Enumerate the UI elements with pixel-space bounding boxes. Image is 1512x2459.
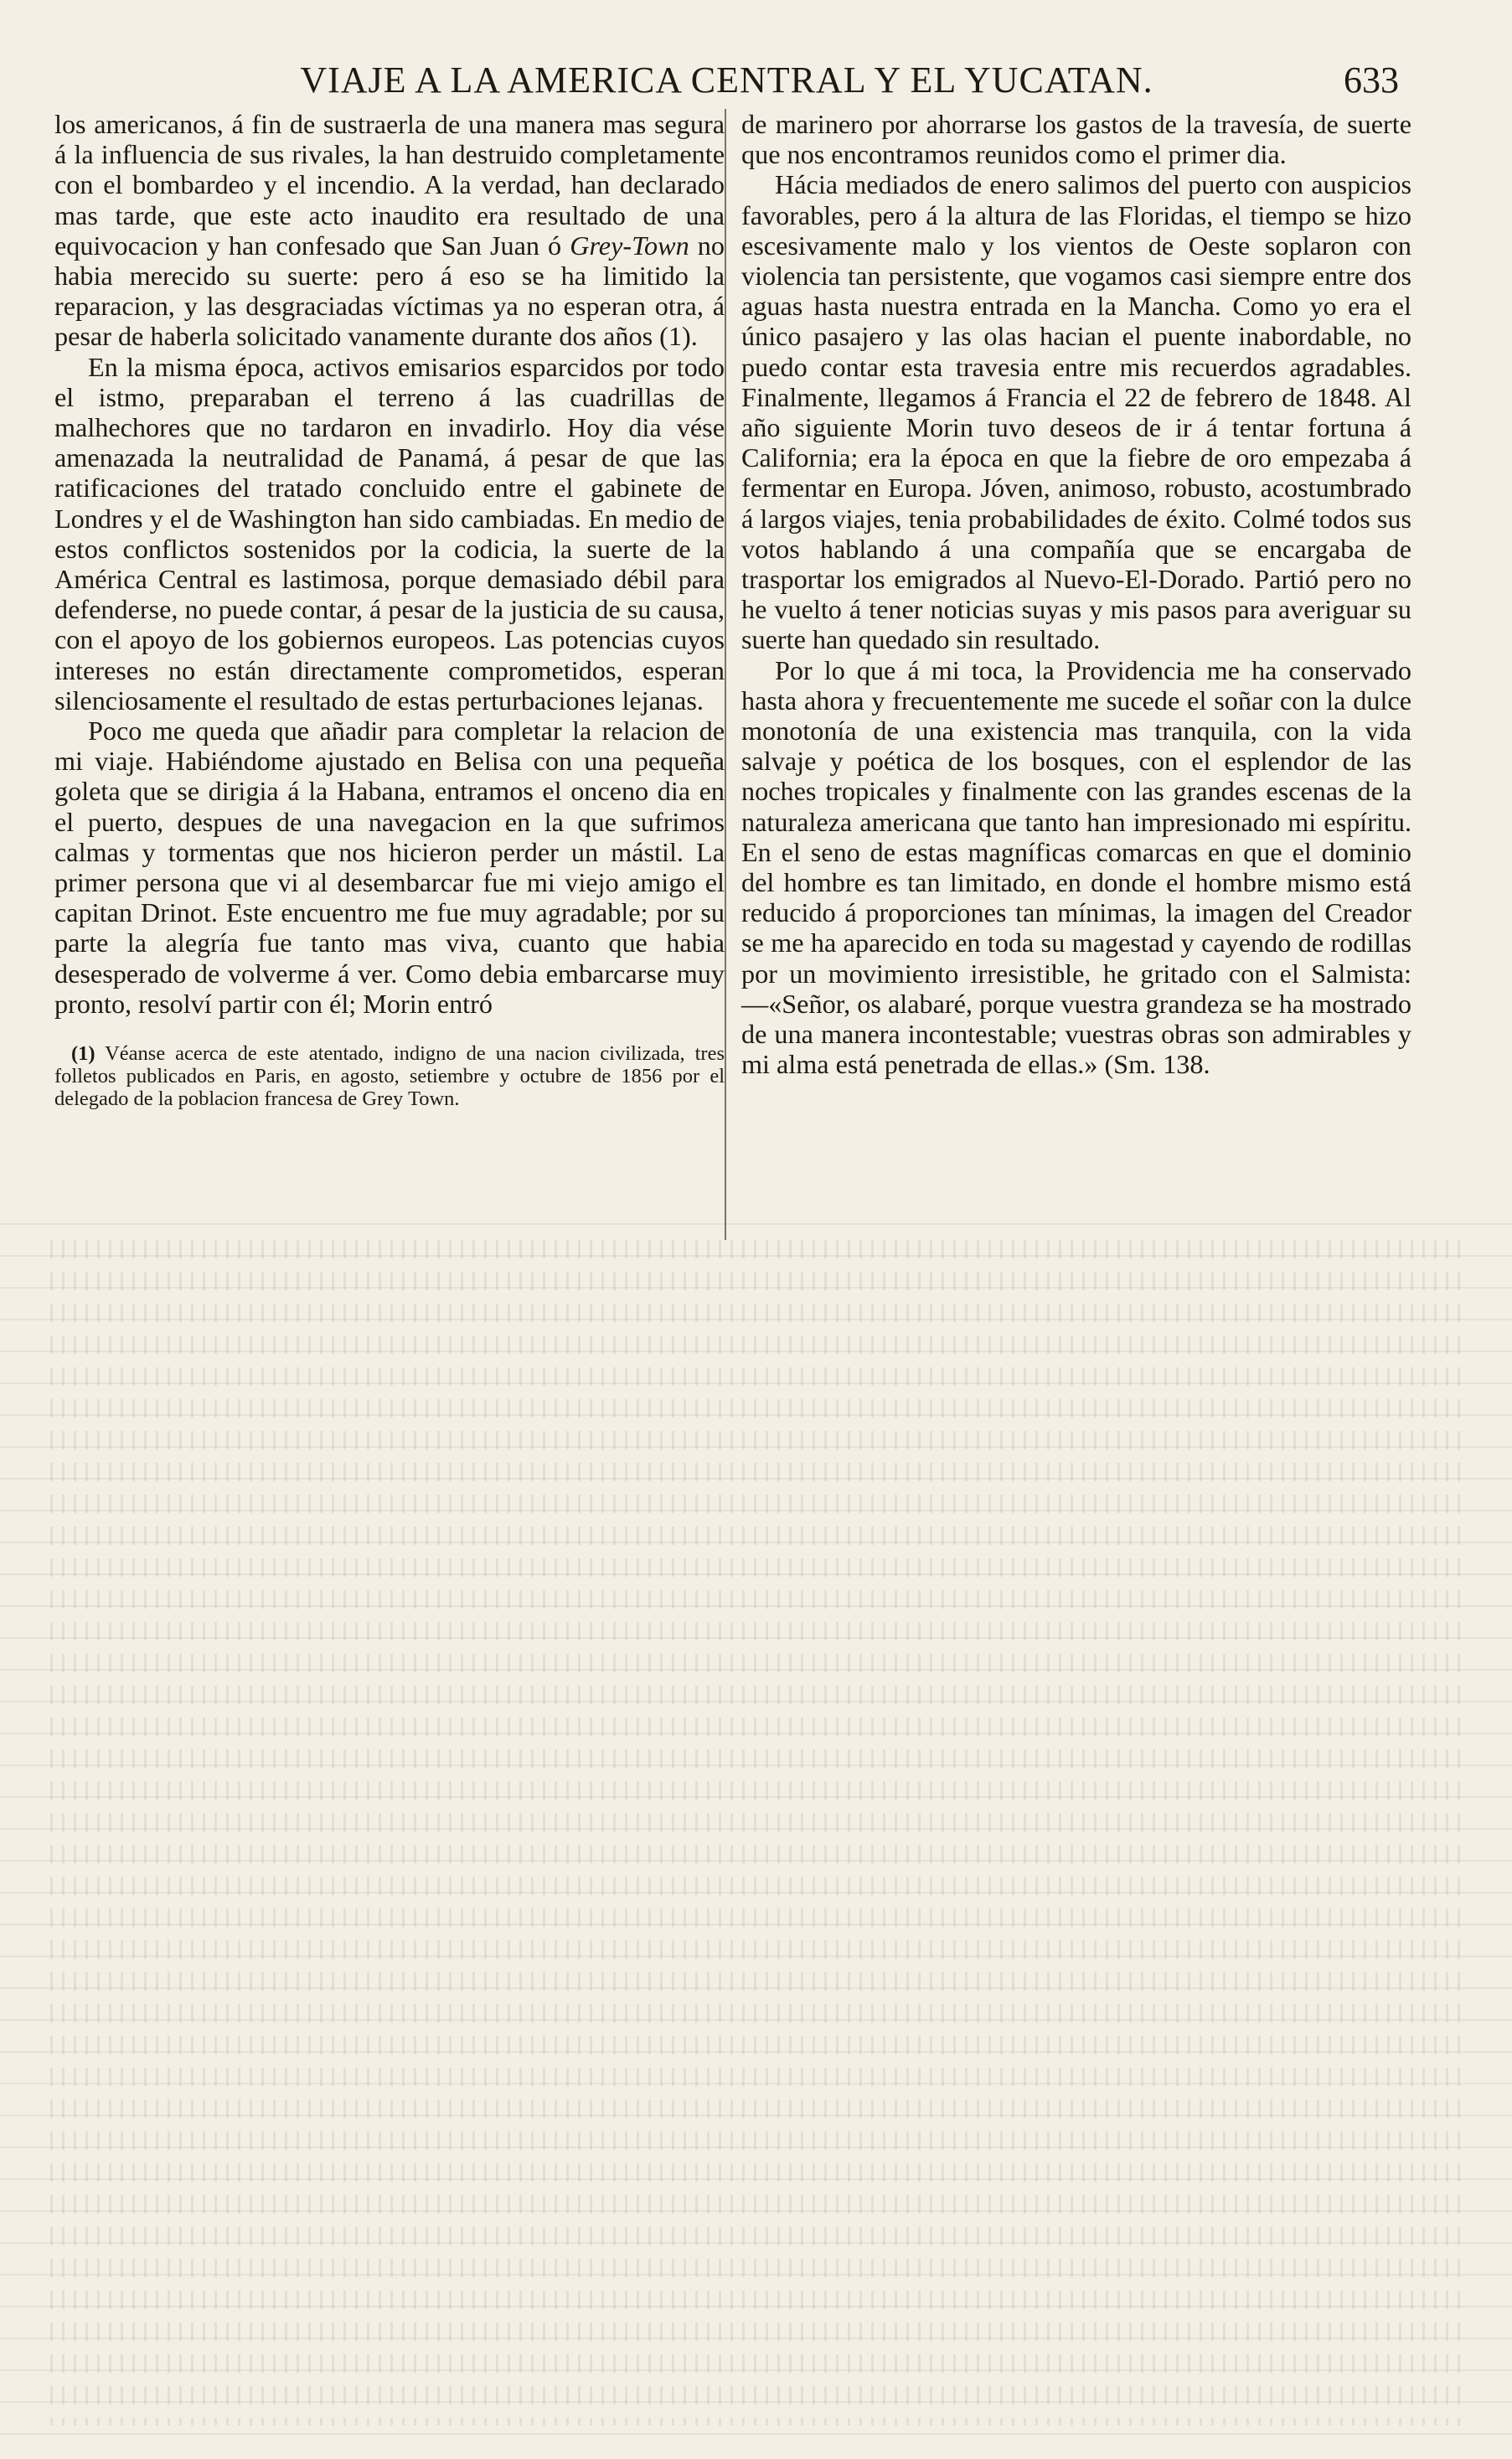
running-title: VIAJE A LA AMERICA CENTRAL Y EL YUCATAN.	[300, 59, 1153, 101]
paragraph: Poco me queda que añadir para completar la relacion de mi viaje. Habiéndome ajustado en Belisa con una pequeña goleta que se dirigia á la Habana, entramos el onceno dia en el puerto, despues de una navegacion en la que sufrimos calmas y tormentas que nos hicieron perder un mástil. La primer persona que vi al desembarcar fue mi viejo amigo el capitan Drinot. Este encuentro me fue muy agradable; por su parte la alegría fue tanto mas viva, cuanto que habia desesperado de volverme á ver. Como debia embarcarse muy pronto, resolví partir con él; Morin entró	[54, 715, 725, 1019]
show-through-area	[0, 1223, 1512, 2459]
paragraph: Hácia mediados de enero salimos del puerto con auspicios favorables, pero á la altura de las Floridas, el tiempo se hizo escesivamente malo y los vientos de Oeste soplaron con violencia tan persistente, que vogamos casi siempre entre dos aguas hasta nuestra entrada en la Mancha. Como yo era el único pasajero y las olas hacian el puente inabordable, no puedo contar esta travesia entre mis recuerdos agradables. Finalmente, llegamos á Francia el 22 de febrero de 1848. Al año siguiente Morin tuvo deseos de ir á tentar fortuna á California; era la época en que la fiebre de oro empezaba á fermentar en Europa. Jóven, animoso, robusto, acostumbrado á largos viajes, tenia probabilidades de éxito. Colmé todos sus votos hablando á una compañía que se encargaba de trasportar los emigrados al Nuevo-El-Dorado. Partió pero no he vuelto á tener noticias suyas y mis pasos para averiguar su suerte han quedado sin resultado.	[741, 169, 1411, 655]
paragraph: En la misma época, activos emisarios esparcidos por todo el istmo, preparaban el terreno á las cuadrillas de malhechores que no tardaron en invadirlo. Hoy dia vése amenazada la neutralidad de Panamá, á pesar de que las ratificaciones del tratado concluido entre el gabinete de Londres y el de Washington han sido cambiadas. En medio de estos conflictos sostenidos por la codicia, la suerte de la América Central es lastimosa, porque demasiado débil para defenderse, no puede contar, á pesar de la justicia de su causa, con el apoyo de los gobiernos europeos. Las potencias cuyos intereses no están directamente comprometidos, esperan silenciosamente el resultado de estas perturbaciones lejanas.	[54, 351, 725, 715]
reverse-page-bleed	[50, 1240, 1462, 2425]
page-header	[54, 59, 1399, 109]
page-number: 633	[1344, 59, 1399, 101]
paragraph: de marinero por ahorrarse los gastos de la travesía, de suerte que nos encontramos reunidos como el primer dia.	[741, 109, 1411, 170]
right-column	[741, 109, 1411, 1080]
column-divider	[725, 109, 726, 1240]
italic-place-name: Grey-Town	[570, 230, 689, 261]
paragraph: Por lo que á mi toca, la Providencia me ha conservado hasta ahora y frecuentemente me sucede el soñar con la dulce monotonía de una existencia mas tranquila, con la vida salvaje y poética de los bosques, con el esplendor de las noches tropicales y finalmente con las grandes escenas de la naturaleza americana que tanto han impresionado mi espíritu. En el seno de estas magníficas comarcas en que el dominio del hombre es tan limitado, en donde el hombre mismo está reducido á proporciones tan mínimas, la imagen del Creador se me ha aparecido en toda su magestad y cayendo de rodillas por un movimiento irresistible, he gritado con el Salmista:—«Señor, os alabaré, porque vuestra grandeza se ha mostrado de una manera incontestable; vuestras obras son admirables y mi alma está penetrada de ellas.» (Sm. 138.	[741, 654, 1411, 1080]
footnote-marker: (1)	[71, 1042, 95, 1066]
left-column	[54, 109, 725, 1110]
footnote	[54, 1042, 725, 1110]
footnote-text: Véanse acerca de este atentado, indigno de una nacion civilizada, tres folletos publicados en Paris, en agosto, setiembre y octubre de 1856 por el delegado de la poblacion francesa de Grey Town.	[54, 1042, 725, 1111]
paragraph: los americanos, á fin de sustraerla de una manera mas segura á la influencia de sus rivales, la han destruido completamente con el bombardeo y el incendio. A la verdad, han declarado mas tarde, que este acto inaudito era resultado de una equivocacion y han confesado que San Juan ó Grey-Town no habia merecido su suerte: pero á eso se ha limitido la reparacion, y las desgraciadas víctimas ya no esperan otra, á pesar de haberla solicitado vanamente durante dos años (1).	[54, 109, 725, 352]
